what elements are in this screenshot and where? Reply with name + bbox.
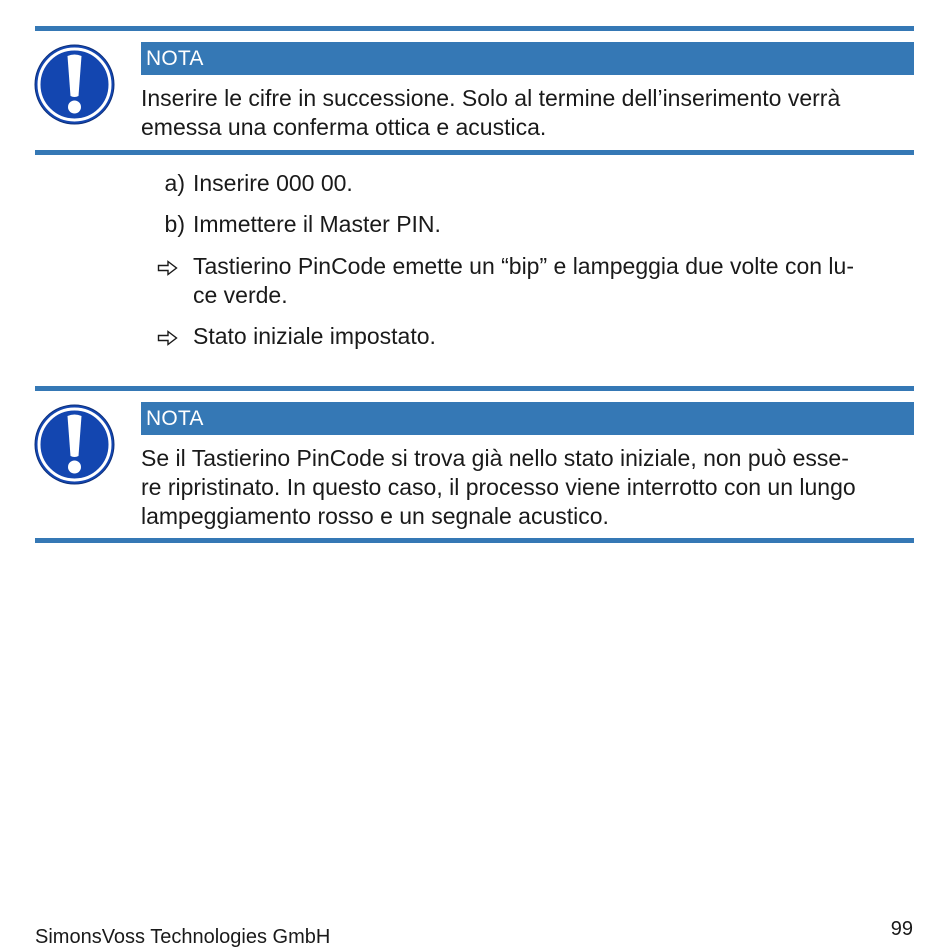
page-number: 99	[890, 918, 913, 940]
note-top-rule	[35, 26, 914, 31]
note-header: NOTA	[141, 402, 914, 435]
result-text: ce verde.	[193, 282, 288, 308]
result-text: Tastierino PinCode emette un “bip” e lampeggia due volte con lu-	[193, 253, 854, 279]
note-body-line: Inserire le cifre in successione. Solo al termine dell’inserimento verrà	[141, 85, 841, 111]
step-marker: a)	[164, 170, 185, 196]
exclamation-warning-icon	[34, 404, 115, 485]
exclamation-warning-icon	[34, 44, 115, 125]
step-text: Inserire 000 00.	[193, 170, 353, 196]
step-text: Immettere il Master PIN.	[193, 211, 441, 237]
note-body	[141, 84, 916, 142]
hollow-right-arrow-icon	[157, 330, 179, 346]
hollow-right-arrow-icon	[157, 260, 179, 276]
note-body-line: emessa una conferma ottica e acustica.	[141, 114, 547, 140]
note-bottom-rule	[35, 538, 914, 543]
result-text: Stato iniziale impostato.	[193, 323, 436, 349]
note-body-line: Se il Tastierino PinCode si trova già nello stato iniziale, non può esse-	[141, 445, 849, 471]
note-header: NOTA	[141, 42, 914, 75]
step-marker: b)	[164, 211, 185, 237]
note-bottom-rule	[35, 150, 914, 155]
note-top-rule	[35, 386, 914, 391]
footer-company: SimonsVoss Technologies GmbH	[35, 926, 331, 948]
note-body-line: lampeggiamento rosso e un segnale acustico.	[141, 503, 609, 529]
note-body-line: re ripristinato. In questo caso, il processo viene interrotto con un lungo	[141, 474, 856, 500]
note-body	[141, 444, 916, 531]
